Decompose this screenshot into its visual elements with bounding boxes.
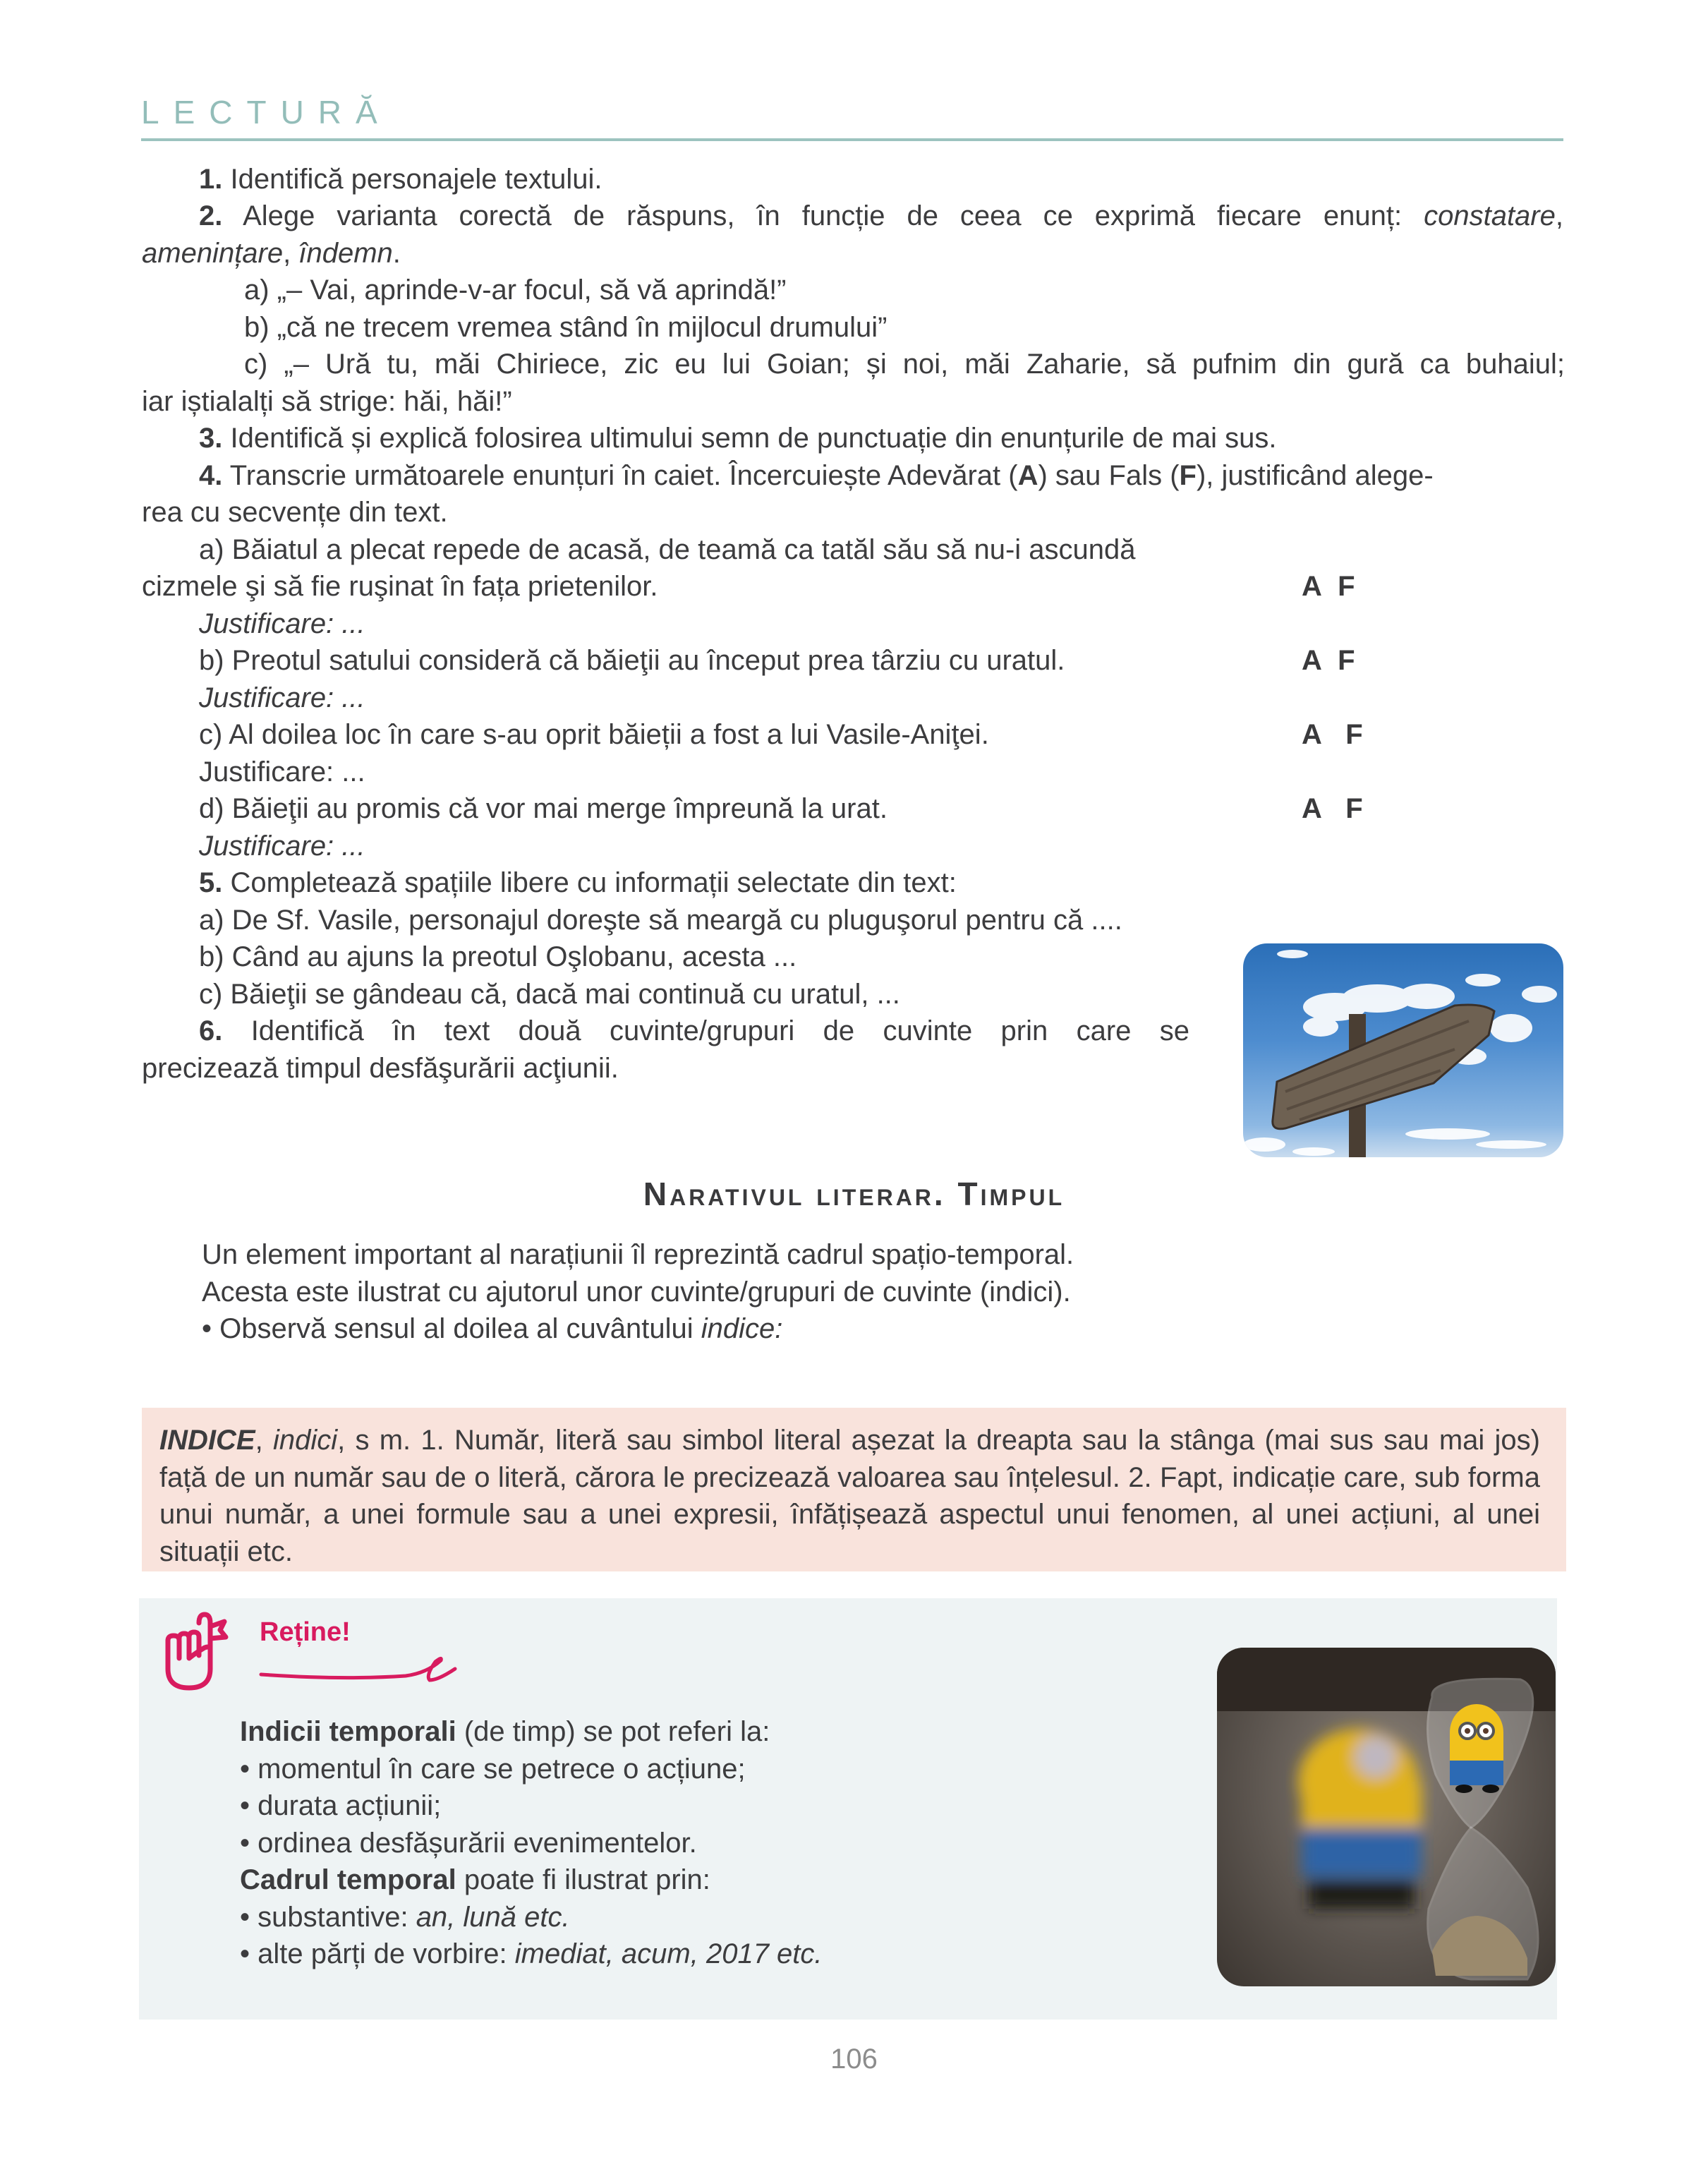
choice-true[interactable]: A <box>1302 645 1322 676</box>
item-prefix: • alte părți de vorbire: <box>240 1938 515 1969</box>
exercise-2 <box>199 198 1565 235</box>
punct: , <box>283 238 299 269</box>
exercise-2-item-c: c) „– Ură tu, măi Chiriece, zic eu lui Goian; și noi, măi Zaharie, să pufnim din gură ca buhaiul; <box>244 349 1565 380</box>
retine-content <box>240 1713 823 1973</box>
item-prefix: • substantive: <box>240 1901 416 1933</box>
exercise-number: 3. <box>199 423 223 454</box>
exercise-2-line2 <box>142 235 401 272</box>
retine-underline <box>258 1655 462 1694</box>
exercise-text: Identifică personajele textului. <box>222 164 602 195</box>
exercise-1 <box>199 161 602 198</box>
page-number: 106 <box>830 2044 878 2075</box>
exercise-text: ), justificând alege- <box>1196 460 1434 491</box>
choice-true[interactable]: A <box>1302 571 1322 602</box>
choice-false[interactable]: F <box>1345 793 1363 824</box>
retine-para-2 <box>240 1861 823 1899</box>
statement-a-choice <box>1302 568 1355 605</box>
statement-b: b) Preotul satului consideră că băieţii au început prea târziu cu uratul. <box>199 645 1065 676</box>
signpost-image <box>1243 943 1563 1157</box>
choice-false[interactable]: F <box>1345 719 1363 750</box>
exercise-6 <box>199 1013 1189 1050</box>
choice-false[interactable]: F <box>1338 571 1355 602</box>
exercise-number: 5. <box>199 867 223 898</box>
exercise-3 <box>199 420 1277 457</box>
justification-a: Justificare: ... <box>199 608 365 639</box>
exercise-5-item-c: c) Băieţii se gândeau că, dacă mai continuă cu uratul, ... <box>199 979 900 1010</box>
exercise-number: 2. <box>199 200 223 231</box>
exercise-number: 6. <box>199 1015 223 1046</box>
exercise-text: ) sau Fals ( <box>1038 460 1180 491</box>
exercise-text: Identifică în text două cuvinte/grupuri de cuvinte prin care se <box>222 1015 1189 1046</box>
list-item: • momentul în care se petrece o acțiune; <box>240 1753 746 1785</box>
exercise-text: Completează spațiile libere cu informații selectate din text: <box>222 867 957 898</box>
definition-body: , s m. 1. Număr, literă sau simbol literal așezat la dreapta sau la stânga (mai sus sau mai jos) față de un număr sau de o literă, cărora le precizează valoarea sau înțelesul. 2. Fapt, indicație care, sub forma unui număr, a unei formule sau a unei expresii, înfățișează aspectul unui fenomen, al unei acțiuni, al unei situații etc. <box>159 1425 1540 1567</box>
blurred-minion <box>1298 1729 1422 1909</box>
exercise-2-item-a: a) „– Vai, aprinde-v-ar focul, să vă aprindă!” <box>244 274 787 306</box>
true-letter: A <box>1017 460 1038 491</box>
header-rule <box>141 138 1563 141</box>
para-text: (de timp) se pot referi la: <box>456 1716 770 1747</box>
exercise-2-item-b: b) „că ne trecem vremea stând în mijlocul drumului” <box>244 312 888 343</box>
hourglass-illustration <box>1217 1648 1556 1986</box>
minion-hourglass-image <box>1217 1648 1556 1986</box>
section-observe <box>202 1310 782 1348</box>
choice-true[interactable]: A <box>1302 793 1322 824</box>
observe-text: • Observă sensul al doilea al cuvântului <box>202 1313 701 1344</box>
list-item: • durata acțiunii; <box>240 1790 442 1821</box>
justification-d: Justificare: ... <box>199 831 365 862</box>
justification-b: Justificare: ... <box>199 682 365 713</box>
choice-false[interactable]: F <box>1338 645 1355 676</box>
punct: . <box>392 238 401 269</box>
option-indemn: îndemn <box>298 238 393 269</box>
exercise-text: Alege varianta corectă de răspuns, în funcție de ceea ce exprimă fiecare enunț: <box>222 200 1403 231</box>
statement-c: c) Al doilea loc în care s-au oprit băieții a fost a lui Vasile-Aniţei. <box>199 719 989 750</box>
choice-true[interactable]: A <box>1302 719 1322 750</box>
option-constatare: constatare <box>1424 200 1556 231</box>
definition-plural: indici <box>272 1425 338 1456</box>
retine-para-1 <box>240 1713 823 1751</box>
para-text: poate fi ilustrat prin: <box>456 1864 710 1895</box>
statement-d: d) Băieţii au promis că vor mai merge împreună la urat. <box>199 793 888 824</box>
exercise-5-item-b: b) Când au ajuns la preotul Oşlobanu, acesta ... <box>199 941 797 972</box>
hourglass <box>1428 1679 1538 1979</box>
list-item: • ordinea desfășurării evenimentelor. <box>240 1827 697 1859</box>
exercise-number: 1. <box>199 164 223 195</box>
term-indicii-temporali: Indicii temporali <box>240 1716 456 1747</box>
definition-headword: INDICE <box>159 1425 255 1456</box>
section-intro-line1: Un element important al narațiunii îl reprezintă cadrul spațio-temporal. <box>202 1239 1074 1270</box>
option-amenintare: amenințare <box>142 238 284 269</box>
exercise-5-item-a: a) De Sf. Vasile, personajul doreşte să meargă cu pluguşorul pentru că .... <box>199 905 1122 936</box>
signpost-illustration <box>1243 943 1563 1157</box>
justification-c: Justificare: ... <box>199 756 365 787</box>
false-letter: F <box>1179 460 1197 491</box>
list-item <box>240 1936 823 1973</box>
section-intro-line2: Acesta este ilustrat cu ajutorul unor cuvinte/grupuri de cuvinte (indici). <box>202 1276 1071 1308</box>
term-cadrul-temporal: Cadrul temporal <box>240 1864 456 1895</box>
statement-d-choice <box>1302 790 1363 828</box>
hand-reminder-icon <box>161 1609 231 1697</box>
exercise-5 <box>199 864 957 902</box>
retine-label: Reține! <box>260 1617 351 1647</box>
exercise-text: Transcrie următoarele enunțuri în caiet. Încercuiește Adevărat ( <box>222 460 1018 491</box>
definition-text: INDICE, indici, s m. 1. Număr, literă sau simbol literal așezat la dreapta sau la stânga (mai sus sau mai jos) față de un număr sau de o literă, cărora le precizează valoarea sau înțelesul. 2. Fapt, indicație care, sub forma unui număr, a unei formule sau a unei expresii, înfățișează aspectul unui fenomen, al unei acțiuni, al unei situații etc. <box>159 1425 1540 1567</box>
statement-a-line1: a) Băiatul a plecat repede de acasă, de teamă ca tatăl său să nu-i ascundă <box>199 534 1136 565</box>
running-head: LECTURĂ <box>141 94 392 131</box>
punct: , <box>1555 200 1563 231</box>
section-title: Narativul literar. Timpul <box>643 1176 1065 1212</box>
exercise-6-line2: precizează timpul desfăşurării acţiunii. <box>142 1053 619 1084</box>
statement-b-choice <box>1302 642 1355 680</box>
list-item <box>240 1899 823 1936</box>
item-examples: imediat, acum, 2017 etc. <box>514 1938 823 1969</box>
statement-a-line2: cizmele şi să fie ruşinat în fața prietenilor. <box>142 571 658 602</box>
exercise-4 <box>199 457 1434 495</box>
observe-word: indice: <box>701 1313 783 1344</box>
exercise-2-item-c-cont: iar iștialalți să strige: hăi, hăi!” <box>142 386 512 417</box>
statement-c-choice <box>1302 716 1363 754</box>
exercise-number: 4. <box>199 460 223 491</box>
exercise-text: Identifică și explică folosirea ultimului semn de punctuație din enunțurile de mai sus. <box>222 423 1277 454</box>
exercise-4-line2: rea cu secvențe din text. <box>142 497 448 528</box>
item-examples: an, lună etc. <box>416 1901 570 1933</box>
